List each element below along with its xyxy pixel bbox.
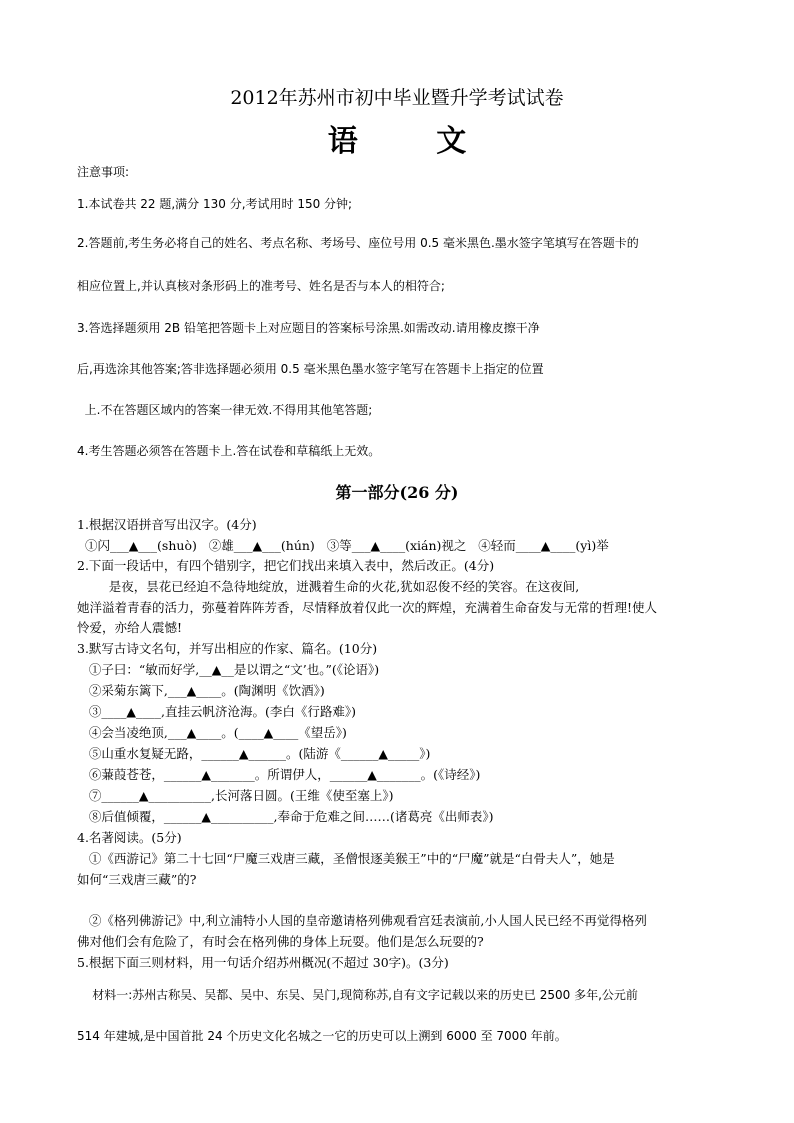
q4-stem: 4.名著阅读。(5分) bbox=[77, 830, 182, 845]
q3-item-8: ⑧后值倾覆，______▲__________,奉命于危难之间……(诸葛亮《出师表》) bbox=[77, 809, 494, 824]
q1-items: ①闪___▲___(shuò) ②雄___▲___(hún) ③等___▲____(xián)视之 ④轻而____▲____(yì)举 bbox=[77, 538, 609, 553]
q3-item-2: ②采菊东篱下,___▲____。(陶渊明《饮酒》) bbox=[77, 683, 325, 698]
q5-stem: 5.根据下面三则材料，用一句话介绍苏州概况(不超过 30字)。(3分) bbox=[77, 955, 449, 970]
q4-line-3: ②《格列佛游记》中,利立浦特小人国的皇帝邀请格列佛观看宫廷表演前,小人国人民已经不再觉得格列 bbox=[77, 913, 647, 928]
notice-line-4: 3.答选择题须用 2B 铅笔把答题卡上对应题目的答案标号涂黑.如需改动.请用橡皮擦干净 bbox=[77, 321, 540, 335]
exam-title: 2012年苏州市初中毕业暨升学考试试卷 bbox=[230, 87, 564, 109]
q1-stem: 1.根据汉语拼音写出汉字。(4分) bbox=[77, 517, 257, 532]
notice-line-5: 后,再选涂其他答案;答非选择题必须用 0.5 毫米黑色墨水签字笔写在答题卡上指定的位置 bbox=[77, 362, 544, 376]
q3-item-1: ①子曰：“敏而好学,__▲__是以谓之“文’也。”(《论语》) bbox=[77, 662, 380, 677]
notice-line-3: 相应位置上,并认真核对条形码上的准考号、姓名是否与本人的相符合; bbox=[77, 279, 445, 293]
q2-paragraph-line-2: 她洋溢着青春的活力，弥蔓着阵阵芳香，尽情释放着仅此一次的辉煌，充满着生命奋发与无常的哲理!使人 bbox=[77, 600, 658, 615]
q2-paragraph-line-1: 是夜，昙花已经迫不急待地绽放，迸溅着生命的火花,犹如忍俊不经的笑容。在这夜间, bbox=[77, 579, 580, 594]
q3-item-7: ⑦______▲__________,长河落日圆。(王维《使至塞上》) bbox=[77, 788, 394, 803]
q5-material-line-2: 514 年建城,是中国首批 24 个历史文化名城之一它的历史可以上溯到 6000 至 7000 年前。 bbox=[77, 1029, 567, 1043]
notice-heading: 注意事项: bbox=[77, 165, 130, 179]
q2-stem: 2.下面一段话中，有四个错别字，把它们找出来填入表中，然后改正。(4分) bbox=[77, 558, 495, 573]
section-title: 第一部分(26 分) bbox=[335, 483, 459, 502]
q5-material-line-1: 材料一:苏州古称吴、吴都、吴中、东吴、吴门,现简称苏,自有文字记载以来的历史已 2500 多年,公元前 bbox=[77, 988, 638, 1002]
q4-line-2: 如何“三戏唐三藏”的? bbox=[77, 872, 197, 887]
q3-item-6: ⑥蒹葭苍苍，______▲_______。所谓伊人，______▲_______。(《诗经》) bbox=[77, 767, 481, 782]
q3-item-3: ③____▲____,直挂云帆济沧海。(李白《行路难》) bbox=[77, 704, 357, 719]
notice-line-2: 2.答题前,考生务必将自己的姓名、考点名称、考场号、座位号用 0.5 毫米黑色.墨水签字笔填写在答题卡的 bbox=[77, 236, 639, 250]
q3-stem: 3.默写古诗文名句，并写出相应的作家、篇名。(10分) bbox=[77, 641, 378, 656]
notice-line-7: 4.考生答题必须答在答题卡上.答在试卷和草稿纸上无效。 bbox=[77, 444, 381, 458]
notice-line-1: 1.本试卷共 22 题,满分 130 分,考试用时 150 分钟; bbox=[77, 197, 353, 211]
q4-line-1: ①《西游记》第二十七回“尸魔三戏唐三藏，圣僧恨逐美猴王”中的“尸魔”就是“白骨夫人”，她是 bbox=[77, 851, 615, 866]
q4-line-4: 佛对他们会有危险了，有时会在格列佛的身体上玩耍。他们是怎么玩耍的? bbox=[77, 934, 484, 949]
q2-paragraph-line-3: 怜爱，亦给人震憾! bbox=[77, 620, 183, 635]
subject-title: 语 文 bbox=[327, 124, 501, 159]
q3-item-4: ④会当凌绝顶,___▲____。(____▲____《望岳》) bbox=[77, 725, 347, 740]
notice-line-6: 上.不在答题区域内的答案一律无效.不得用其他笔答题; bbox=[77, 403, 373, 417]
q3-item-5: ⑤山重水复疑无路，______▲______。(陆游《______▲_____》) bbox=[77, 746, 431, 761]
